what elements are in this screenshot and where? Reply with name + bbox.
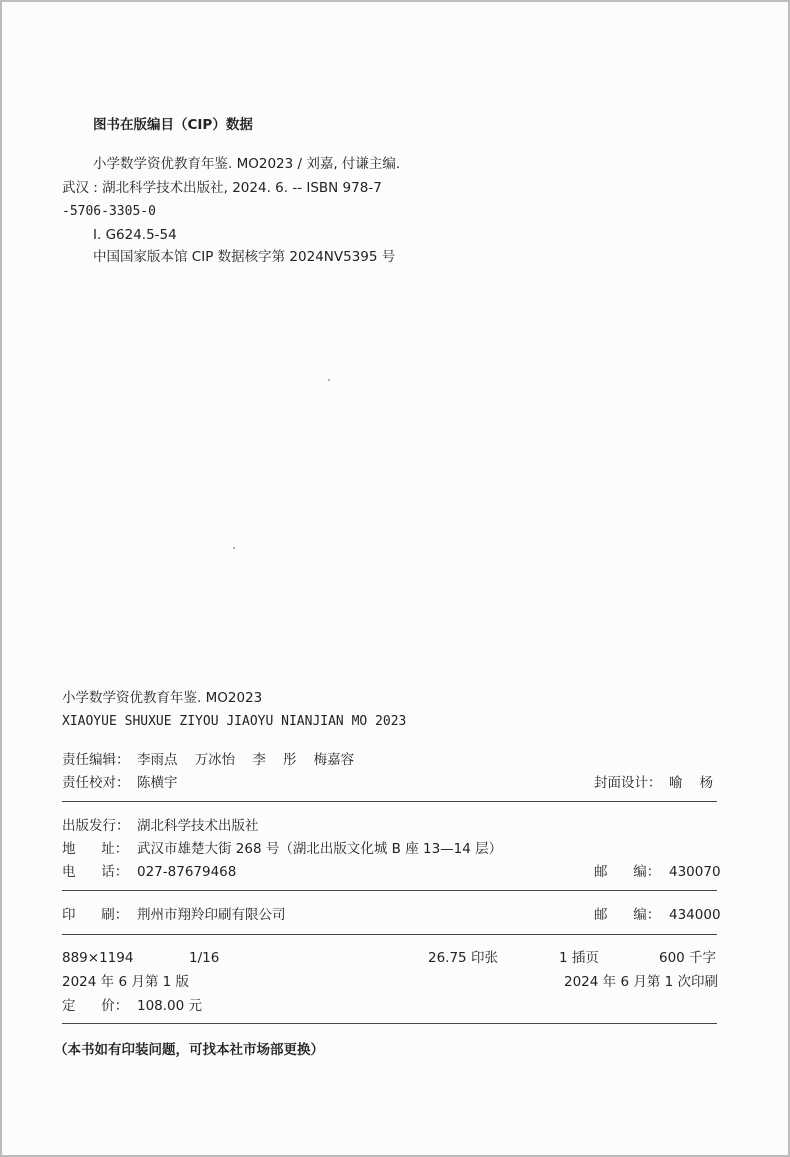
edition: 2024 年 6 月第 1 版 — [62, 974, 189, 990]
format-size: 889×1194 — [62, 950, 134, 966]
address-label: 地 址： — [62, 841, 129, 857]
proofreader-name: 陈横宇 — [137, 775, 178, 791]
scan-speck — [328, 379, 330, 381]
divider — [62, 801, 717, 802]
word-count: 600 千字 — [659, 950, 717, 966]
cover-design-label: 封面设计： — [594, 775, 662, 791]
editors-label: 责任编辑： — [62, 752, 130, 768]
divider — [62, 890, 717, 891]
scan-speck — [233, 547, 235, 549]
cover-design-name: 喻 杨 — [669, 775, 714, 791]
editors-names: 李雨点 万冰怡 李 彤 梅嘉容 — [137, 752, 355, 768]
proofreader-label: 责任校对： — [62, 775, 130, 791]
inserts: 1 插页 — [559, 950, 599, 966]
defect-notice: （本书如有印装问题，可找本社市场部更换） — [54, 1042, 324, 1058]
postcode-value: 430070 — [669, 864, 721, 880]
cip-line-1: 小学数学资优教育年鉴. MO2023 / 刘嘉, 付谦主编. — [93, 156, 401, 172]
phone-label: 电 话： — [62, 864, 129, 880]
address-value: 武汉市雄楚大街 268 号（湖北出版文化城 B 座 13—14 层） — [137, 841, 503, 857]
divider — [62, 934, 717, 935]
printing: 2024 年 6 月第 1 次印刷 — [564, 974, 718, 990]
book-title-pinyin: XIAOYUE SHUXUE ZIYOU JIAOYU NIANJIAN MO 2023 — [62, 714, 407, 729]
price-label: 定 价： — [62, 998, 129, 1014]
cip-line-2: 武汉 : 湖北科学技术出版社, 2024. 6. -- ISBN 978-7 — [62, 180, 382, 196]
cip-heading: 图书在版编目（CIP）数据 — [93, 117, 253, 133]
fold: 1/16 — [189, 950, 220, 966]
cip-line-3: -5706-3305-0 — [62, 204, 156, 219]
printer-postcode-label: 邮 编： — [594, 907, 661, 923]
price-value: 108.00 元 — [137, 998, 203, 1014]
printer-name: 荆州市翔羚印刷有限公司 — [137, 907, 286, 923]
postcode-label: 邮 编： — [594, 864, 661, 880]
phone-value: 027-87679468 — [137, 864, 237, 880]
printer-label: 印 刷： — [62, 907, 129, 923]
issuer-name: 湖北科学技术出版社 — [137, 818, 259, 834]
issuer-label: 出版发行： — [62, 818, 130, 834]
cip-line-4: Ⅰ. G624.5-54 — [93, 227, 177, 243]
printed-sheets: 26.75 印张 — [428, 950, 498, 966]
cip-line-5: 中国国家版本馆 CIP 数据核字第 2024NV5395 号 — [93, 249, 396, 265]
divider — [62, 1023, 717, 1024]
printer-postcode-value: 434000 — [669, 907, 721, 923]
book-title-cn: 小学数学资优教育年鉴. MO2023 — [62, 690, 263, 706]
